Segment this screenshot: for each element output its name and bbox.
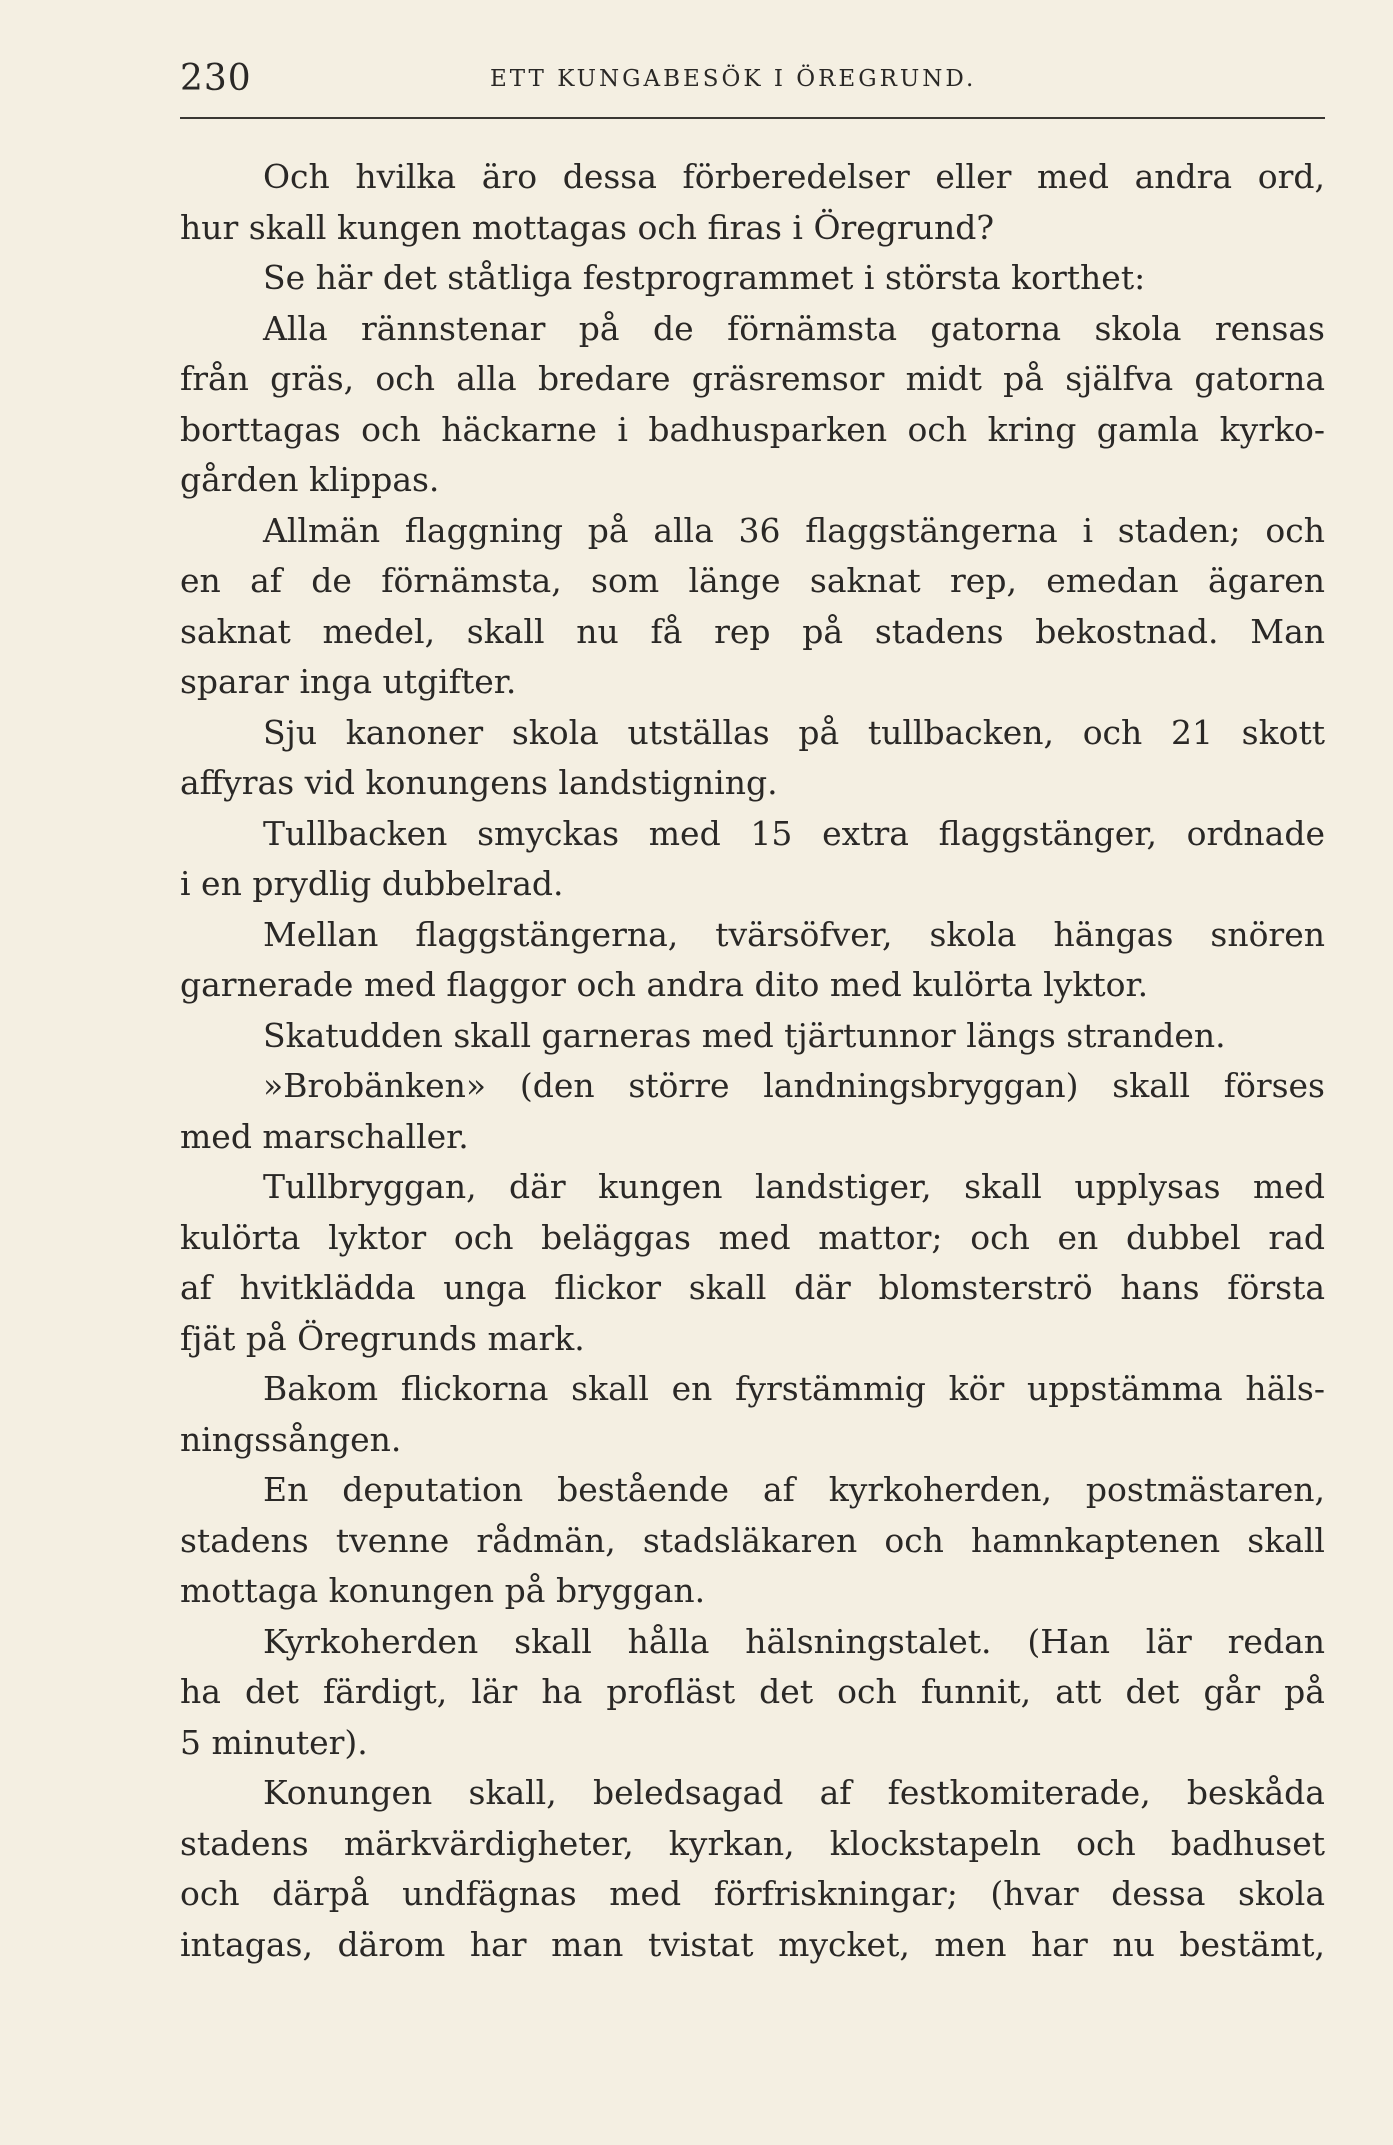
text-line: Mellan flaggstängerna, tvärsöfver, skola hängas snören: [263, 914, 1325, 954]
text-line: intagas, därom har man tvistat mycket, men har nu bestämt,: [180, 1924, 1325, 1964]
text-line: i en prydlig dubbelrad.: [180, 864, 564, 903]
text-line: hur skall kungen mottagas och firas i Öregrund?: [180, 207, 995, 247]
text-line: en af de förnämsta, som länge saknat rep, emedan ägaren: [180, 561, 1325, 600]
text-line: sparar inga utgifter.: [180, 662, 517, 701]
text-line: »Brobänken» (den större landningsbryggan) skall förses: [263, 1066, 1325, 1105]
text-line: fjät på Öregrunds mark.: [180, 1318, 585, 1358]
text-line: stadens tvenne rådmän, stadsläkaren och hamnkaptenen skall: [180, 1520, 1325, 1560]
text-line: Se här det ståtliga festprogrammet i största korthet:: [263, 258, 1146, 297]
text-line: Bakom flickorna skall en fyrstämmig kör uppstämma häls-: [263, 1369, 1325, 1408]
text-line: från gräs, och alla bredare gräsremsor midt på själfva gatorna: [180, 359, 1325, 398]
text-line: och därpå undfägnas med förfriskningar; (hvar dessa skola: [180, 1874, 1325, 1913]
body-text: [180, 152, 1325, 1970]
text-line: kulörta lyktor och beläggas med mattor; och en dubbel rad: [180, 1217, 1325, 1257]
text-line: borttagas och häckarne i badhusparken och kring gamla kyrko-: [180, 409, 1325, 449]
text-line: Alla rännstenar på de förnämsta gatorna skola rensas: [263, 308, 1325, 348]
running-title: ETT KUNGABESÖK I ÖREGRUND.: [490, 66, 977, 92]
text-line: En deputation bestående af kyrkoherden, postmästaren,: [263, 1470, 1325, 1509]
text-line: saknat medel, skall nu få rep på stadens bekostnad. Man: [180, 611, 1325, 651]
text-line: af hvitklädda unga flickor skall där blomsterströ hans första: [180, 1268, 1325, 1307]
text-line: Skatudden skall garneras med tjärtunnor längs stranden.: [263, 1015, 1226, 1055]
running-head: [180, 58, 1325, 98]
text-line: stadens märkvärdigheter, kyrkan, klockstapeln och badhuset: [180, 1823, 1325, 1863]
text-line: Och hvilka äro dessa förberedelser eller med andra ord,: [263, 157, 1325, 196]
text-line: ningssången.: [180, 1419, 402, 1459]
page-number: 230: [180, 58, 252, 99]
text-line: Sju kanoner skola utställas på tullbacken, och 21 skott: [263, 712, 1325, 752]
text-line: med marschaller.: [180, 1116, 469, 1156]
text-line: Tullbacken smyckas med 15 extra flaggstänger, ordnade: [263, 813, 1325, 853]
text-line: Konungen skall, beledsagad af festkomiterade, beskåda: [263, 1773, 1325, 1812]
text-line: 5 minuter).: [180, 1722, 368, 1762]
text-line: garnerade med flaggor och andra dito med kulörta lyktor.: [180, 965, 1149, 1004]
text-line: Allmän flaggning på alla 36 flaggstängerna i staden; och: [263, 510, 1325, 550]
header-rule: [180, 117, 1325, 119]
text-line: affyras vid konungens landstigning.: [180, 763, 778, 802]
text-line: gården klippas.: [180, 460, 440, 499]
text-line: Kyrkoherden skall hålla hälsningstalet. (Han lär redan: [263, 1621, 1325, 1661]
text-line: ha det färdigt, lär ha profläst det och funnit, att det går på: [180, 1672, 1325, 1711]
text-line: Tullbryggan, där kungen landstiger, skall upplysas med: [263, 1167, 1325, 1206]
text-line: mottaga konungen på bryggan.: [180, 1571, 706, 1610]
